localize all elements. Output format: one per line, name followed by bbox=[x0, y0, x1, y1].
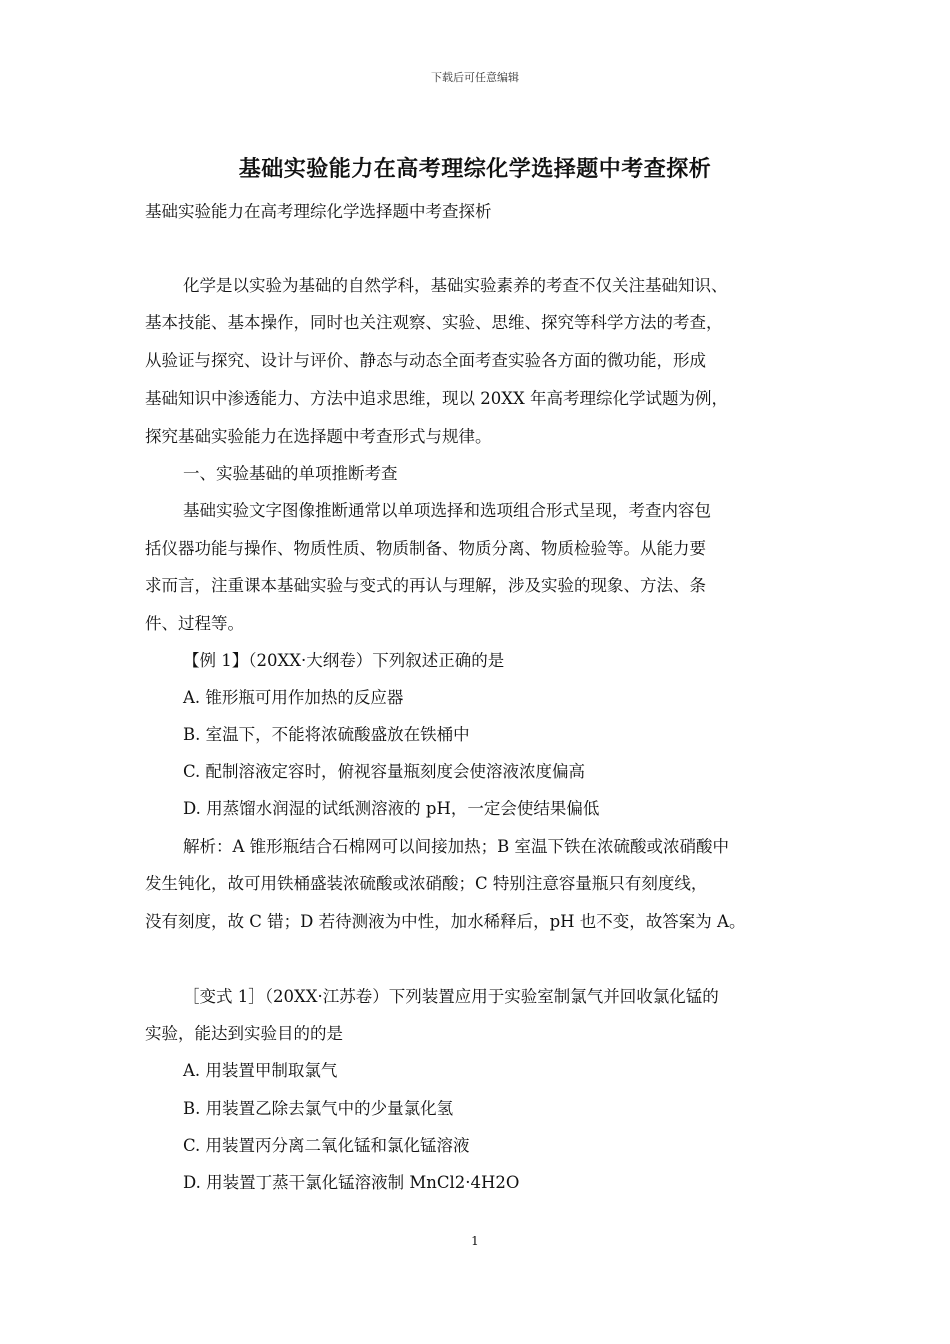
intro-line: 化学是以实验为基础的自然学科，基础实验素养的考查不仅关注基础知识、 bbox=[183, 276, 728, 295]
option-b: B. 室温下，不能将浓硫酸盛放在铁桶中 bbox=[183, 725, 470, 744]
option-a: A. 用装置甲制取氯气 bbox=[183, 1061, 338, 1080]
option-a: A. 锥形瓶可用作加热的反应器 bbox=[183, 688, 404, 707]
section-line: 基础实验文字图像推断通常以单项选择和选项组合形式呈现，考查内容包 bbox=[183, 501, 711, 520]
analysis-line: 没有刻度，故 C 错；D 若待测液为中性，加水稀释后，pH 也不变，故答案为 A。 bbox=[145, 912, 746, 931]
section-line: 件、过程等。 bbox=[145, 614, 244, 633]
section-line: 括仪器功能与操作、物质性质、物质制备、物质分离、物质检验等。从能力要 bbox=[145, 539, 706, 558]
analysis-line: 解析：A 锥形瓶结合石棉网可以间接加热；B 室温下铁在浓硫酸或浓硝酸中 bbox=[183, 837, 730, 856]
option-d: D. 用装置丁蒸干氯化锰溶液制 MnCl2·4H2O bbox=[183, 1173, 520, 1192]
option-c: C. 配制溶液定容时，俯视容量瓶刻度会使溶液浓度偏高 bbox=[183, 762, 586, 781]
section-heading: 一、实验基础的单项推断考查 bbox=[183, 464, 398, 483]
option-c: C. 用装置丙分离二氧化锰和氯化锰溶液 bbox=[183, 1136, 470, 1155]
intro-line: 从验证与探究、设计与评价、静态与动态全面考查实验各方面的微功能，形成 bbox=[145, 351, 706, 370]
document-subtitle: 基础实验能力在高考理综化学选择题中考查探析 bbox=[145, 202, 492, 221]
option-d: D. 用蒸馏水润湿的试纸测溶液的 pH，一定会使结果偏低 bbox=[183, 799, 600, 818]
intro-line: 探究基础实验能力在选择题中考查形式与规律。 bbox=[145, 427, 492, 446]
intro-line: 基本技能、基本操作，同时也关注观察、实验、思维、探究等科学方法的考查， bbox=[145, 313, 723, 332]
variant-question: ［变式 1］（20XX·江苏卷）下列装置应用于实验室制氯气并回收氯化锰的 bbox=[183, 987, 719, 1006]
intro-line: 基础知识中渗透能力、方法中追求思维，现以 20XX 年高考理综化学试题为例， bbox=[145, 389, 728, 408]
example-question: 【例 1】（20XX·大纲卷）下列叙述正确的是 bbox=[183, 651, 505, 670]
document-title: 基础实验能力在高考理综化学选择题中考查探析 bbox=[238, 157, 712, 182]
section-line: 求而言，注重课本基础实验与变式的再认与理解，涉及实验的现象、方法、条 bbox=[145, 576, 706, 595]
option-b: B. 用装置乙除去氯气中的少量氯化氢 bbox=[183, 1099, 454, 1118]
page-header-note: 下载后可任意编辑 bbox=[431, 71, 519, 84]
page-number: 1 bbox=[471, 1234, 479, 1248]
analysis-line: 发生钝化，故可用铁桶盛装浓硫酸或浓硝酸；C 特别注意容量瓶只有刻度线， bbox=[145, 874, 708, 893]
variant-question: 实验，能达到实验目的的是 bbox=[145, 1024, 343, 1043]
